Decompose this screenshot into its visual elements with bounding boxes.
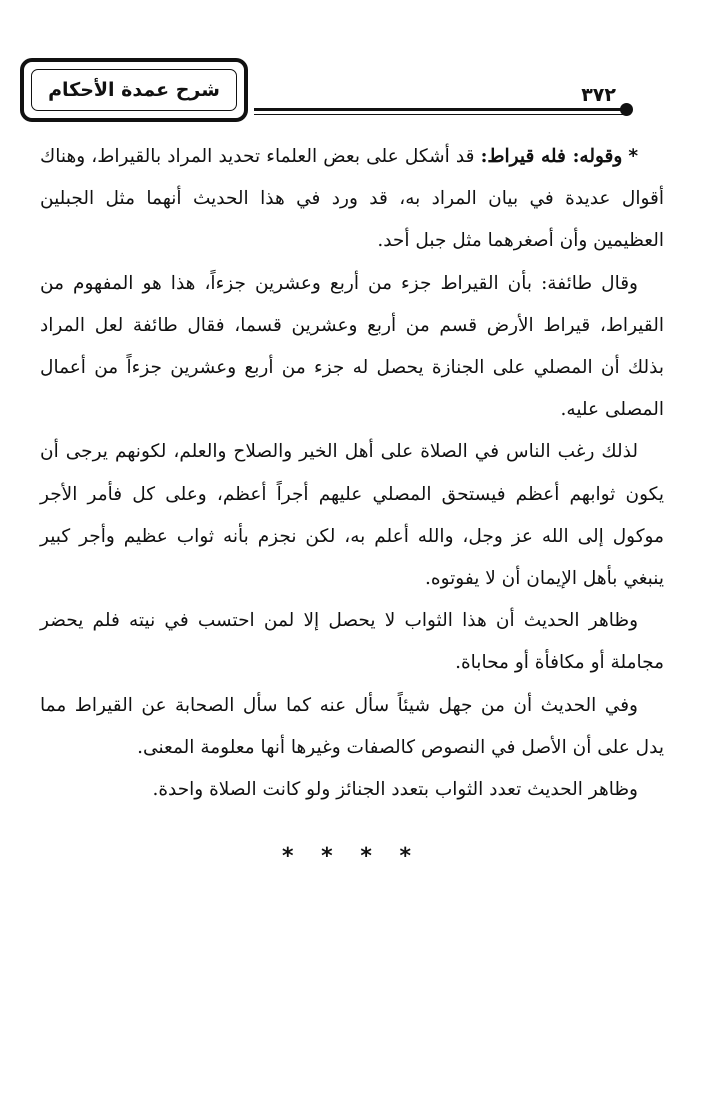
header-rule-thin	[254, 114, 626, 115]
paragraph-1-lead: وقوله: فله قيراط:	[480, 146, 623, 167]
section-end-ornament: * * * *	[282, 844, 421, 869]
paragraph-2: وقال طائفة: بأن القيراط جزء من أربع وعشرين جزءاً، هذا هو المفهوم من القيراط، قيراط الأرض قسم من أربع وعشرين قسما، فقال طائفة لعل المراد بذلك أن المصلي على الجنازة يحصل له جزء من أربع وعشرين جزءاً من أعمال المصلى عليه.	[40, 272, 664, 421]
paragraph-1-text: قد أشكل على بعض العلماء تحديد المراد بالقيراط، وهناك أقوال عديدة في بيان المراد به، قد ورد في هذا الحديث أنهما مثل الجبلين العظيمين وأن أصغرهما مثل جبل أحد.	[40, 146, 664, 252]
paragraph-5: وفي الحديث أن من جهل شيئاً سأل عنه كما سأل الصحابة عن القيراط مما يدل على أن الأصل في النصوص كالصفات وغيرها أنها معلومة المعنى.	[40, 694, 664, 758]
page-number: ٣٧٢	[581, 84, 616, 106]
paragraph-3: لذلك رغب الناس في الصلاة على أهل الخير والصلاح والعلم، لكونهم يرجى أن يكون ثوابهم أعظم فيستحق المصلي عليهم أجراً أعظم، وعلى كل فأمر الأجر موكول إلى الله عز وجل، والله أعلم به، لكن نجزم بأنه ثواب عظيم وأجر كبير ينبغي بأهل الإيمان أن لا يفوتوه.	[40, 441, 664, 590]
paragraph-1	[40, 136, 664, 263]
book-title-frame-inner	[31, 69, 237, 111]
paragraph-4: وظاهر الحديث أن هذا الثواب لا يحصل إلا لمن احتسب في نيته فلم يحضر مجاملة أو مكافأة أو محاباة.	[40, 610, 664, 674]
book-title: شرح عمدة الأحكام	[48, 79, 220, 101]
star-bullet: *	[628, 146, 639, 167]
paragraph-6: وظاهر الحديث تعدد الثواب بتعدد الجنائز ولو كانت الصلاة واحدة.	[152, 779, 638, 801]
page-body	[40, 136, 664, 811]
header-dot-ornament	[620, 103, 633, 116]
running-header	[20, 58, 660, 128]
header-rule	[254, 108, 626, 111]
book-title-frame	[20, 58, 248, 122]
